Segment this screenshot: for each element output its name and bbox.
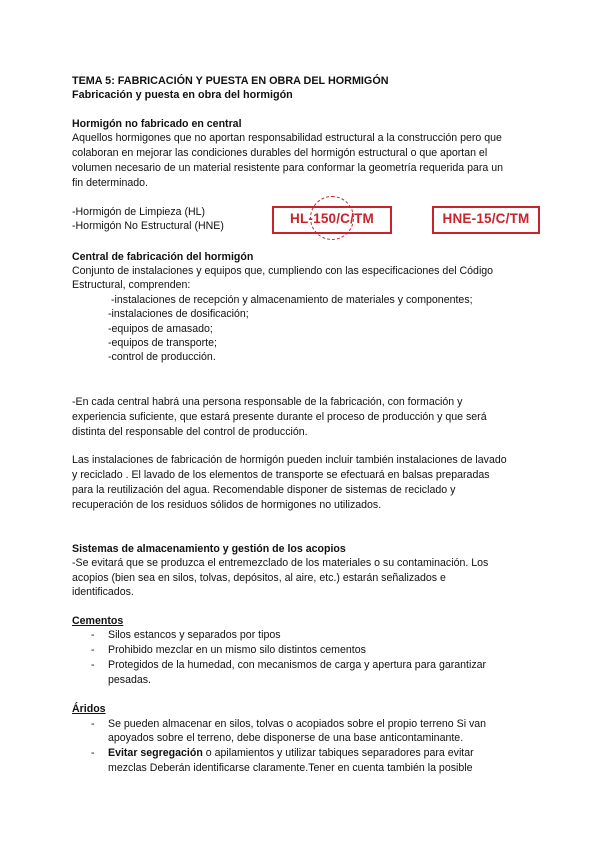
bullet-text: pesadas.: [108, 674, 151, 686]
stamp-hl: HL-150/C/TM: [272, 206, 392, 234]
bullet-text-rest: o apilamientos y utilizar tabiques separadores para evitar: [202, 747, 474, 759]
bullet-text: [108, 746, 474, 760]
page-subtitle: Fabricación y puesta en obra del hormigón: [72, 89, 293, 101]
section-heading-no-central: Hormigón no fabricado en central: [72, 118, 242, 130]
stamp-hne: HNE-15/C/TM: [432, 206, 540, 234]
paragraph-line: fin determinado.: [72, 177, 148, 189]
paragraph-line: Estructural, comprenden:: [72, 279, 191, 291]
dashed-circle-mark: [310, 196, 354, 240]
paragraph-line: experiencia suficiente, que estará presente durante el proceso de producción y que será: [72, 411, 487, 423]
section-heading-acopios: Sistemas de almacenamiento y gestión de los acopios: [72, 543, 346, 555]
list-item-hl: -Hormigón de Limpieza (HL): [72, 206, 206, 218]
bullet-dash: -: [91, 718, 95, 730]
bullet-text: apoyados sobre el terreno, debe disponerse de una base anticontaminante.: [108, 732, 464, 744]
paragraph-line: y reciclado . El lavado de los elementos de transporte se efectuará en balsas preparadas: [72, 469, 490, 481]
bullet-text: Prohibido mezclar en un mismo silo distintos cementos: [108, 644, 366, 656]
paragraph-line: acopios (bien sea en silos, tolvas, depósitos, al aire, etc.) estarán señalizados e: [72, 572, 446, 584]
paragraph-line: volumen necesario de un material resistente para conformar la geometría requerida para un: [72, 162, 504, 174]
paragraph-line: Las instalaciones de fabricación de hormigón pueden incluir también instalaciones de lavado: [72, 454, 507, 466]
paragraph-line: -En cada central habrá una persona responsable de la fabricación, con formación y: [72, 396, 463, 408]
paragraph-line: identificados.: [72, 586, 134, 598]
paragraph-line: recuperación de los residuos sólidos de hormigones no utilizados.: [72, 499, 382, 511]
list-item: -equipos de amasado;: [108, 323, 213, 335]
bullet-dash: -: [91, 644, 95, 656]
bullet-text: Protegidos de la humedad, con mecanismos de carga y apertura para garantizar: [108, 659, 487, 671]
bold-phrase: Evitar segregación: [108, 747, 203, 759]
bullet-text: mezclas Deberán identificarse claramente.Tener en cuenta también la posible: [108, 762, 473, 774]
paragraph-line: colaboran en mejorar las condiciones durables del hormigón estructural o que aportan el: [72, 147, 488, 159]
paragraph-line: Aquellos hormigones que no aportan responsabilidad estructural a la construcción pero que: [72, 132, 502, 144]
page-title: TEMA 5: FABRICACIÓN Y PUESTA EN OBRA DEL HORMIGÓN: [72, 75, 389, 87]
paragraph-line: -Se evitará que se produzca el entremezclado de los materiales o su contaminación. Los: [72, 557, 489, 569]
bullet-dash: -: [91, 629, 95, 641]
bullet-text: Silos estancos y separados por tipos: [108, 629, 281, 641]
list-item: -equipos de transporte;: [108, 337, 217, 349]
bullet-dash: -: [91, 659, 95, 671]
list-item: -instalaciones de dosificación;: [108, 308, 249, 320]
list-item-hne: -Hormigón No Estructural (HNE): [72, 220, 224, 232]
paragraph-line: para la reutilización del agua. Recomendable disponer de sistemas de reciclado y: [72, 484, 456, 496]
bullet-dash: -: [91, 747, 95, 759]
bullet-text: Se pueden almacenar en silos, tolvas o acopiados sobre el propio terreno Si van: [108, 718, 487, 730]
paragraph-line: distinta del responsable del control de producción.: [72, 426, 308, 438]
list-item: -control de producción.: [108, 351, 216, 363]
aridos-heading: Áridos: [72, 703, 106, 715]
paragraph-line: Conjunto de instalaciones y equipos que, cumpliendo con las especificaciones del Código: [72, 265, 494, 277]
list-item: -instalaciones de recepción y almacenamiento de materiales y componentes;: [111, 294, 473, 306]
cementos-heading: Cementos: [72, 615, 124, 627]
section-heading-central: Central de fabricación del hormigón: [72, 251, 254, 263]
